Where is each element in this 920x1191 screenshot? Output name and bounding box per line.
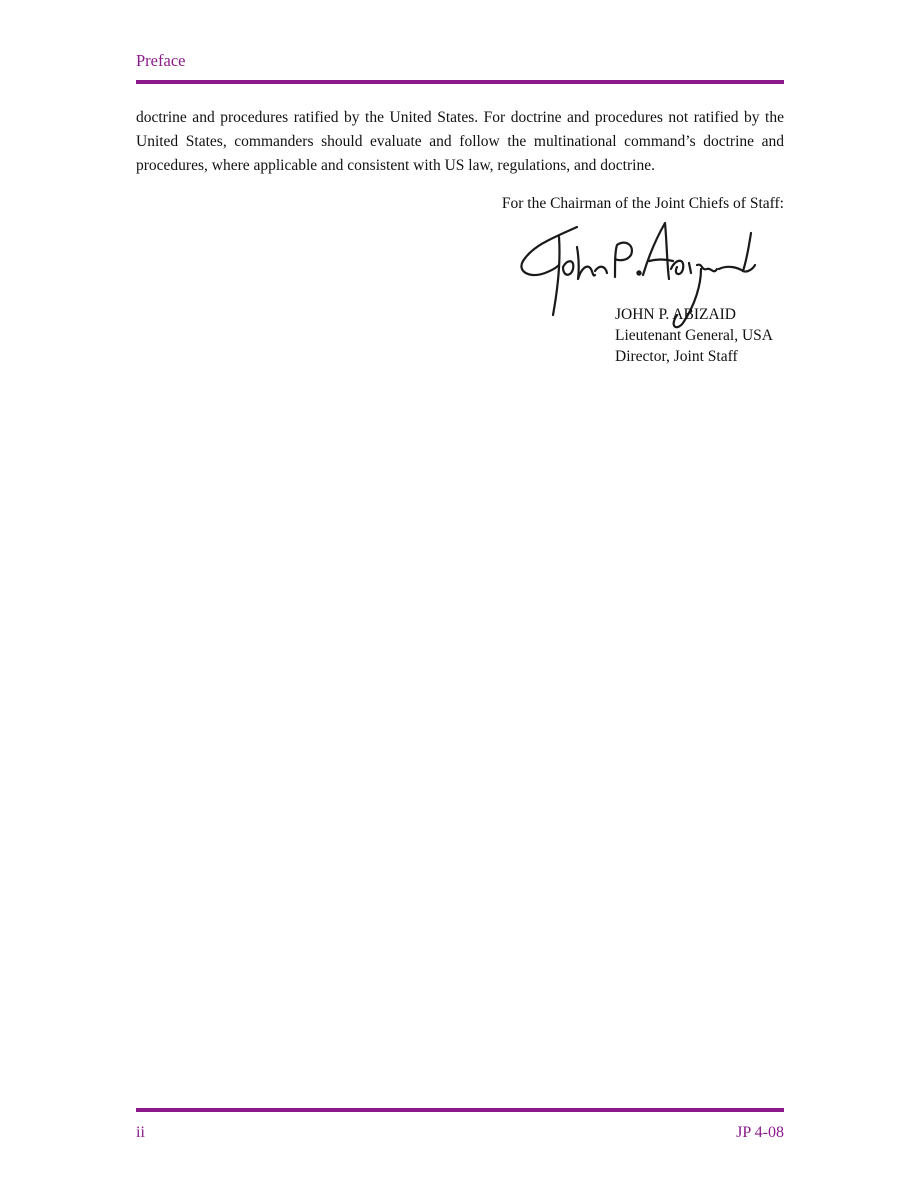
header-rule	[136, 80, 784, 84]
publication-number: JP 4-08	[736, 1124, 784, 1141]
signer-rank: Lieutenant General, USA	[615, 327, 773, 344]
running-header-title: Preface	[136, 51, 186, 70]
signature-block	[615, 304, 773, 367]
body-paragraph: doctrine and procedures ratified by the United States. For doctrine and procedures not ratified by the United States, commanders should evaluate and follow the multinational command’s doctrine and procedures, where applicable and consistent with US law, regulations, and doctrine.	[136, 109, 784, 174]
signer-position: Director, Joint Staff	[615, 348, 738, 365]
page-number: ii	[136, 1124, 145, 1141]
footer-rule	[136, 1108, 784, 1112]
signer-name: JOHN P. ABIZAID	[615, 306, 736, 323]
closing-salutation: For the Chairman of the Joint Chiefs of Staff:	[501, 195, 784, 212]
